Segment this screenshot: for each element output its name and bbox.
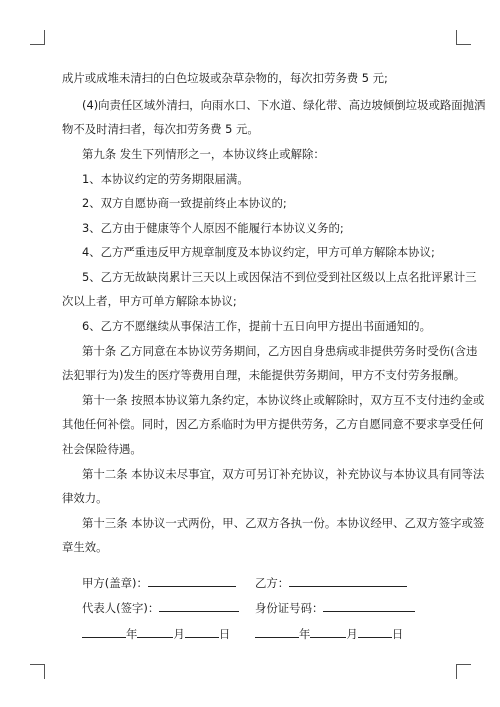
party-a-label: 甲方(盖章)： bbox=[82, 576, 148, 590]
year-label: 年 bbox=[126, 627, 138, 641]
text-line: 次以上者，甲方可单方解除本协议; bbox=[62, 294, 237, 308]
text-line: 章生效。 bbox=[62, 540, 108, 554]
month-label: 月 bbox=[346, 627, 358, 641]
day-label: 日 bbox=[391, 627, 404, 641]
clause-9-heading: 第九条 发生下列情形之一，本协议终止或解除： bbox=[82, 147, 325, 161]
party-b-blank[interactable] bbox=[289, 575, 407, 587]
text-line: (4)向责任区域外清扫，向雨水口、下水道、绿化带、高边坡倾倒垃圾或路面抛洒 bbox=[82, 98, 486, 112]
text-line: 3、乙方由于健康等个人原因不能履行本协议义务的; bbox=[82, 221, 344, 235]
id-number-field bbox=[255, 600, 415, 616]
year-blank[interactable] bbox=[255, 626, 299, 638]
year-blank[interactable] bbox=[82, 626, 126, 638]
year-label: 年 bbox=[299, 627, 311, 641]
party-a-signature bbox=[82, 575, 236, 591]
day-blank[interactable] bbox=[358, 626, 392, 638]
clause-13-heading: 第十三条 本协议一式两份，甲、乙双方各执一份。本协议经甲、乙双方签字或签 bbox=[82, 516, 485, 530]
text-line: 1、本协议约定的劳务期限届满。 bbox=[82, 172, 249, 186]
clause-10-heading: 第十条 乙方同意在本协议劳务期间，乙方因自身患病或非提供劳务时受伤(含违 bbox=[82, 344, 478, 358]
day-label: 日 bbox=[218, 627, 231, 641]
text-line: 5、乙方无故缺岗累计三天以上或因保洁不到位受到社区级以上点名批评累计三 bbox=[82, 270, 477, 284]
text-line: 2、双方自愿协商一致提前终止本协议的; bbox=[82, 196, 287, 210]
text-line: 律效力。 bbox=[62, 491, 108, 505]
text-line: 其他任何补偿。同时，因乙方系临时为甲方提供劳务，乙方自愿同意不要求享受任何 bbox=[62, 417, 484, 431]
text-line: 4、乙方严重违反甲方规章制度及本协议约定，甲方可单方解除本协议; bbox=[82, 245, 435, 259]
representative-signature bbox=[82, 600, 239, 616]
crop-mark-top-right bbox=[456, 30, 471, 45]
crop-mark-bottom-right bbox=[456, 664, 471, 679]
representative-blank[interactable] bbox=[159, 600, 239, 612]
month-blank[interactable] bbox=[310, 626, 346, 638]
id-number-label: 身份证号码： bbox=[255, 601, 324, 615]
party-b-signature bbox=[255, 575, 407, 591]
clause-11-heading: 第十一条 按照本协议第九条约定，本协议终止或解除时，双方互不支付违约金或 bbox=[82, 393, 485, 407]
text-line: 6、乙方不愿继续从事保洁工作，提前十五日向甲方提出书面通知的。 bbox=[82, 319, 431, 333]
representative-label: 代表人(签字)： bbox=[82, 601, 160, 615]
day-blank[interactable] bbox=[185, 626, 219, 638]
text-line: 法犯罪行为)发生的医疗等费用自理，未能提供劳务期间，甲方不支付劳务报酬。 bbox=[62, 368, 466, 382]
text-line: 成片或成堆未清扫的白色垃圾或杂草杂物的，每次扣劳务费 5 元; bbox=[62, 71, 388, 85]
id-number-blank[interactable] bbox=[323, 600, 415, 612]
month-blank[interactable] bbox=[137, 626, 173, 638]
text-line: 物不及时清扫者，每次扣劳务费 5 元。 bbox=[62, 122, 259, 136]
text-line: 社会保险待遇。 bbox=[62, 442, 142, 456]
date-party-a bbox=[82, 626, 230, 642]
crop-mark-top-left bbox=[30, 30, 45, 45]
date-party-b bbox=[255, 626, 403, 642]
party-b-label: 乙方： bbox=[255, 576, 290, 590]
month-label: 月 bbox=[173, 627, 185, 641]
clause-12-heading: 第十二条 本协议未尽事宜，双方可另订补充协议，补充协议与本协议具有同等法 bbox=[82, 467, 485, 481]
party-a-blank[interactable] bbox=[148, 575, 236, 587]
crop-mark-bottom-left bbox=[30, 664, 45, 679]
